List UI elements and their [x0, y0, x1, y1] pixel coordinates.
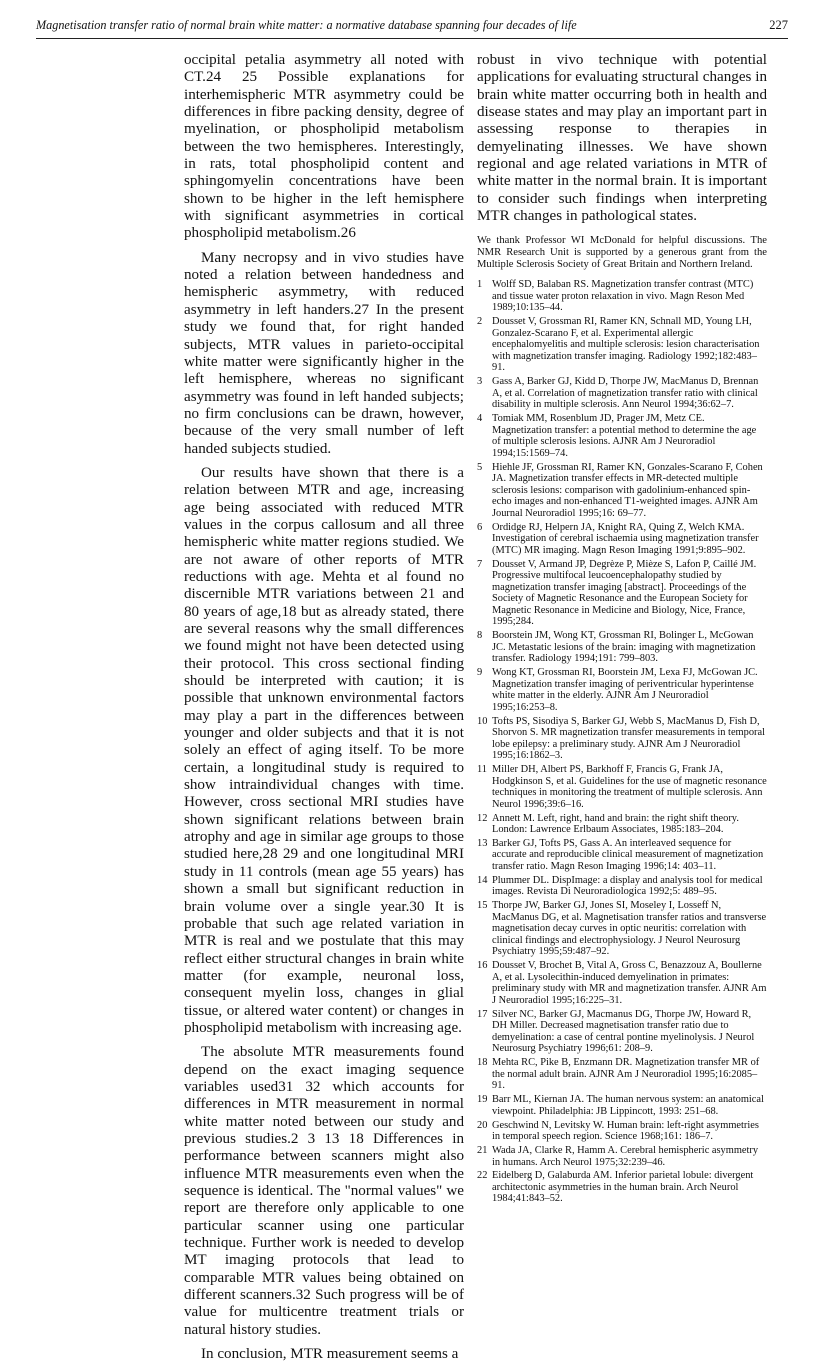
- acknowledgement: We thank Professor WI McDonald for helpful discussions. The NMR Research Unit is supported by a generous grant from the Multiple Sclerosis Society of Great Britain and Northern Ireland.: [477, 235, 767, 270]
- body-paragraph-3: Our results have shown that there is a relation between MTR and age, increasing age being associated with reduced MTR values in the corpus callosum and all three hemispheric white matter regions studied. We are not aware of other reports of MTR reductions with age. Mehta et al found no discernible MTR variations between 21 and 80 years of age,18 but as already stated, there are several reasons why the small differences we found might not have been detected using their protocol. This cross sectional finding should be interpreted with caution; it is possible that unknown environmental factors may play a part in the differences between younger and older subjects and that it is not solely an effect of aging itself. To be more certain, a longitudinal study is required to show intraindividual changes with time. However, cross sectional MRI studies have shown significant relations between brain atrophy and age in similar age groups to those studied here,28 29 and one longitudinal MRI study in 11 controls (mean age 55 years) has shown a small but significant reduction in brain volume over a single year.30 It is probable that such age related variation in MTR is real and we postulate that this may reflect either structural changes in brain white matter (for example, neuronal loss, consequent myelin loss, changes in glial tissue, or altered water content) or changes in phospholipid metabolism with increasing age.: [184, 464, 464, 1036]
- reference-text: Gass A, Barker GJ, Kidd D, Thorpe JW, MacManus D, Brennan A, et al. Correlation of magnetization transfer ratio with clinical disability in multiple sclerosis. Ann Neurol 1994;36:62–7.: [492, 376, 759, 411]
- body-paragraph-1: occipital petalia asymmetry all noted with CT.24 25 Possible explanations for interhemispheric MTR asymmetry could be differences in fibre packing density, degree of myelination, or phospholipid metabolism between the two hemispheres. Interestingly, in rats, total phospholipid content and sphingomyelin concentrations have been shown to be higher in the left hemisphere with significant asymmetries in cortical phospholipid metabolism.26: [184, 52, 464, 242]
- reference-item: [477, 316, 767, 374]
- reference-list: [477, 279, 767, 1205]
- reference-text: Eidelberg D, Galaburda AM. Inferior parietal lobule: divergent architectonic asymmetries in the human brain. Arch Neurol 1984;41:843–52.: [492, 1170, 754, 1205]
- reference-text: Tomiak MM, Rosenblum JD, Prager JM, Metz CE. Magnetization transfer: a potential method to determine the age of multiple sclerosis lesions. AJNR Am J Neuroradiol 1994;15:1569–74.: [492, 413, 757, 459]
- reference-number: 1: [477, 279, 483, 291]
- body-paragraph-4: The absolute MTR measurements found depend on the exact imaging sequence variables used31 32 which accounts for differences in MTR measurement in normal white matter noted between our study and previous studies.2 3 13 18 Differences in performance between scanners might also influence MTR measurements even when the sequence is identical. The "normal values" we report are therefore only applicable to one particular scanner using one particular technique. Further work is needed to develop MT imaging protocols that lead to comparable MTR values being obtained on different scanners.32 Such progress will be of value for multicentre treatment trials or natural history studies.: [184, 1044, 464, 1338]
- reference-item: [477, 522, 767, 557]
- reference-item: [477, 838, 767, 873]
- reference-number: 3: [477, 376, 483, 388]
- reference-text: Dousset V, Grossman RI, Ramer KN, Schnall MD, Young LH, Gonzalez-Scarano F, et al. Experimental allergic encephalomyelitis and multiple sclerosis: lesion characterisation with magnetization transfer imaging. Radiology 1992;182:483–91.: [492, 316, 760, 374]
- reference-text: Wong KT, Grossman RI, Boorstein JM, Lexa FJ, McGowan JC. Magnetization transfer imaging of periventricular hyperintense white matter in the elderly. AJNR Am J Neuroradiol 1995;16:253–8.: [492, 667, 758, 713]
- reference-item: [477, 1170, 767, 1205]
- reference-number: 5: [477, 461, 483, 473]
- reference-number: 7: [477, 558, 483, 570]
- reference-item: [477, 462, 767, 520]
- reference-number: 13: [477, 837, 488, 849]
- reference-text: Tofts PS, Sisodiya S, Barker GJ, Webb S, MacManus D, Fish D, Shorvon S. MR magnetization transfer measurements in temporal lobe epilepsy: a preliminary study. AJNR Am J Neuroradiol 1995;16:1862–3.: [492, 715, 765, 762]
- reference-text: Boorstein JM, Wong KT, Grossman RI, Bolinger L, McGowan JC. Metastatic lesions of the brain: imaging with magnetization transfer. Radiology 1994;191: 799–803.: [492, 630, 756, 665]
- reference-item: [477, 667, 767, 713]
- reference-text: Barr ML, Kiernan JA. The human nervous system: an anatomical viewpoint. Philadelphia: JB Lippincott, 1993: 251–68.: [492, 1094, 764, 1117]
- reference-item: [477, 279, 767, 314]
- reference-item: [477, 1094, 767, 1117]
- reference-item: [477, 630, 767, 665]
- reference-text: Dousset V, Brochet B, Vital A, Gross C, Benazzouz A, Boullerne A, et al. Lysolecithin-induced demyelination in primates: preliminary study with MR and magnetization transfer. AJNR Am J Neuroradiol 1995;16:225–31.: [492, 960, 767, 1006]
- reference-number: 10: [477, 715, 488, 727]
- reference-text: Dousset V, Armand JP, Degrèze P, Mièze S, Lafon P, Caillé JM. Progressive multifocal leucoencephalopathy studied by magnetization transfer imaging [abstract]. Proceedings of the Society of Magnetic Resonance and the European Society for Magnetic Resonance in Medicine and Biology, Nice, France, 1995;284.: [492, 558, 757, 628]
- running-title: Magnetisation transfer ratio of normal brain white matter: a normative database spanning four decades of life: [36, 18, 577, 32]
- reference-number: 20: [477, 1119, 488, 1131]
- reference-item: [477, 960, 767, 1006]
- reference-item: [477, 1009, 767, 1055]
- reference-number: 21: [477, 1144, 488, 1156]
- reference-number: 9: [477, 667, 483, 679]
- left-column: [184, 52, 464, 1370]
- reference-number: 18: [477, 1057, 488, 1069]
- reference-text: Ordidge RJ, Helpern JA, Knight RA, Quing Z, Welch KMA. Investigation of cerebral ischaemia using magnetization transfer (MTC) MR imaging. Magn Reson Imaging 1991;9:895–902.: [492, 521, 759, 556]
- reference-item: [477, 559, 767, 628]
- reference-number: 14: [477, 874, 488, 886]
- reference-text: Annett M. Left, right, hand and brain: the right shift theory. London: Lawrence Erlbaum Associates, 1985:183–204.: [492, 812, 739, 836]
- reference-text: Miller DH, Albert PS, Barkhoff F, Francis G, Frank JA, Hodgkinson S, et al. Guidelines for the use of magnetic resonance techniques in monitoring the treatment of multiple sclerosis. Ann Neurol 1996;39:6–16.: [492, 764, 767, 810]
- reference-number: 8: [477, 630, 483, 642]
- reference-number: 15: [477, 900, 488, 912]
- reference-item: [477, 1145, 767, 1168]
- reference-number: 19: [477, 1094, 488, 1106]
- reference-item: [477, 716, 767, 762]
- reference-text: Wolff SD, Balaban RS. Magnetization transfer contrast (MTC) and tissue water proton relaxation in vivo. Magn Reson Med 1989;10:135–44.: [492, 279, 754, 314]
- reference-text: Plummer DL. DispImage: a display and analysis tool for medical images. Revista Di Neuroradiologica 1992;5: 489–95.: [492, 874, 763, 898]
- right-column: [477, 52, 767, 1207]
- reference-text: Wada JA, Clarke R, Hamm A. Cerebral hemispheric asymmetry in humans. Arch Neurol 1975;32:239–46.: [492, 1144, 759, 1168]
- body-paragraph-2: Many necropsy and in vivo studies have noted a relation between handedness and hemispheric asymmetry, with reduced asymmetry in left handers.27 In the present study we found that, for right handed subjects, MTR values in parieto-occipital white matter were significantly higher in the left hemisphere, whereas no significant asymmetry was found in left handed subjects; no firm conclusions can be drawn, however, because of the very small number of left handed subjects studied.: [184, 249, 464, 457]
- reference-item: [477, 1057, 767, 1092]
- reference-item: [477, 413, 767, 459]
- reference-text: Hiehle JF, Grossman RI, Ramer KN, Gonzales-Scarano F, Cohen JA. Magnetization transfer effects in MR-detected multiple sclerosis lesions: comparison with gadolinium-enhanced spin-echo images and non-enhanced T1-weighted images. AJNR Am Journal Neuroradiol 1995;16: 69–77.: [492, 461, 763, 519]
- reference-text: Barker GJ, Tofts PS, Gass A. An interleaved sequence for accurate and reproducible clinical measurement of magnetization transfer ratio. Magn Reson Imaging 1996;14: 403–11.: [492, 837, 764, 873]
- reference-number: 2: [477, 316, 483, 328]
- reference-number: 6: [477, 521, 483, 533]
- reference-text: Thorpe JW, Barker GJ, Jones SI, Moseley I, Losseff N, MacManus DG, et al. Magnetisation transfer ratios and transverse magnetisation decay curves in optic neuritis: correlation with clinical findings and electrophysiology. J Neurol Neurosurg Psychiatry 1995;59:487–92.: [492, 900, 767, 958]
- reference-number: 22: [477, 1170, 488, 1182]
- reference-number: 17: [477, 1008, 488, 1020]
- reference-number: 12: [477, 812, 488, 824]
- reference-text: Mehta RC, Pike B, Enzmann DR. Magnetization transfer MR of the normal adult brain. AJNR Am J Neuroradiol 1995;16:2085–91.: [492, 1057, 760, 1092]
- reference-number: 11: [477, 764, 488, 776]
- reference-number: 4: [477, 413, 483, 425]
- reference-item: [477, 900, 767, 958]
- body-paragraph-5: In conclusion, MTR measurement seems a: [201, 1346, 459, 1363]
- reference-number: 16: [477, 960, 488, 972]
- reference-item: [477, 875, 767, 898]
- reference-item: [477, 813, 767, 836]
- running-header: [36, 16, 788, 39]
- reference-text: Geschwind N, Levitsky W. Human brain: left-right asymmetries in temporal speech region. Science 1968;161: 186–7.: [492, 1119, 759, 1143]
- page-number: 227: [769, 18, 788, 32]
- reference-item: [477, 376, 767, 411]
- reference-text: Silver NC, Barker GJ, Macmanus DG, Thorpe JW, Howard R, DH Miller. Decreased magnetisation transfer ratio due to demyelination: a case of central pontine myelinolysis. J Neurol Neurosurg Psychiatry 1996;61: 208–9.: [492, 1008, 755, 1055]
- reference-item: [477, 1120, 767, 1143]
- conclusion-paragraph: robust in vivo technique with potential applications for evaluating structural changes in brain white matter occurring both in health and disease states and may play an important part in assessing response to therapies in demyelinating illnesses. We have shown regional and age related variations in MTR of white matter in the normal brain. It is important to consider such findings when interpreting MTR changes in pathological states.: [477, 52, 767, 225]
- reference-item: [477, 764, 767, 810]
